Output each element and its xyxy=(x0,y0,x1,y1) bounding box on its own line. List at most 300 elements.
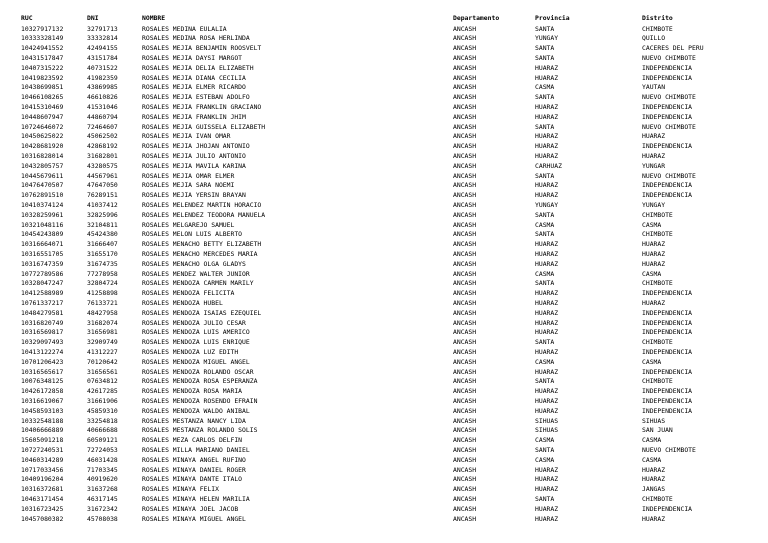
ruc-cell: 10316664071 xyxy=(21,240,64,249)
distrito-cell: CASMA xyxy=(642,455,662,464)
dni-cell: 32804724 xyxy=(87,279,118,288)
table-row xyxy=(0,201,768,211)
distrito-cell: HUARAZ xyxy=(642,132,666,141)
departamento-cell: ANCASH xyxy=(453,122,477,131)
dni-cell: 46317145 xyxy=(87,495,118,503)
departamento-cell: ANCASH xyxy=(453,34,477,43)
table-row xyxy=(0,162,768,172)
provincia-cell: SANTA xyxy=(535,230,555,239)
table-row xyxy=(0,74,768,84)
table-row xyxy=(0,260,768,270)
ruc-cell: 10316747359 xyxy=(21,259,64,268)
distrito-cell: INDEPENDENCIA xyxy=(642,103,693,111)
nombre-cell: ROSALES MILLA MARIANO DANIEL xyxy=(142,446,250,454)
nombre-cell: ROSALES MENDOZA LUZ EDITH xyxy=(142,348,239,356)
nombre-cell: ROSALES MEJIA GUISSELA ELIZABETH xyxy=(142,122,266,131)
nombre-cell: ROSALES MENDOZA ROSENDO EFRAIN xyxy=(142,397,258,405)
dni-cell: 44860794 xyxy=(87,112,118,121)
provincia-cell: HUARAZ xyxy=(535,132,559,141)
provincia-cell: SANTA xyxy=(535,44,555,53)
ruc-cell: 15605091218 xyxy=(21,436,64,445)
provincia-cell: HUARAZ xyxy=(535,299,559,307)
provincia-cell: HUARAZ xyxy=(535,514,559,523)
departamento-cell: ANCASH xyxy=(453,416,477,425)
departamento-cell: ANCASH xyxy=(453,24,477,33)
provincia-cell: SANTA xyxy=(535,377,555,386)
departamento-cell: ANCASH xyxy=(453,44,477,53)
table-row xyxy=(0,377,768,387)
dni-cell: 31672342 xyxy=(87,504,118,513)
ruc-cell: 10413122274 xyxy=(21,348,64,356)
table-row xyxy=(0,34,768,44)
dni-cell: 76133721 xyxy=(87,299,118,307)
distrito-cell: HUARAZ xyxy=(642,259,666,268)
distrito-cell: CASMA xyxy=(642,357,662,366)
departamento-cell: ANCASH xyxy=(453,446,477,454)
table-row xyxy=(0,485,768,495)
departamento-cell: ANCASH xyxy=(453,289,477,298)
nombre-cell: ROSALES MENACHO MERCEDES MARIA xyxy=(142,250,258,258)
dni-cell: 31661906 xyxy=(87,397,118,405)
provincia-cell: HUARAZ xyxy=(535,240,559,249)
ruc-cell: 10448607947 xyxy=(21,112,64,121)
nombre-cell: ROSALES MEJIA DELIA ELIZABETH xyxy=(142,63,254,72)
nombre-cell: ROSALES MEDINA ROSA HERLINDA xyxy=(142,34,250,43)
departamento-cell: ANCASH xyxy=(453,299,477,307)
provincia-cell: HUARAZ xyxy=(535,504,559,513)
dni-cell: 41037412 xyxy=(87,201,118,209)
table-row xyxy=(0,387,768,397)
table-row xyxy=(0,397,768,407)
dni-cell: 43869985 xyxy=(87,83,118,92)
provincia-cell: HUARAZ xyxy=(535,406,559,415)
departamento-cell: ANCASH xyxy=(453,142,477,151)
table-row xyxy=(0,54,768,64)
ruc-cell: 10076348125 xyxy=(21,377,64,386)
ruc-cell: 10727240531 xyxy=(21,446,64,454)
table-row xyxy=(0,103,768,113)
departamento-cell: ANCASH xyxy=(453,230,477,239)
table-row xyxy=(0,289,768,299)
dni-cell: 45708038 xyxy=(87,514,118,523)
departamento-cell: ANCASH xyxy=(453,455,477,464)
column-header-departamento: Departamento xyxy=(453,13,500,22)
departamento-cell: ANCASH xyxy=(453,308,477,317)
distrito-cell: INDEPENDENCIA xyxy=(642,504,693,513)
distrito-cell: CHIMBOTE xyxy=(642,338,673,347)
nombre-cell: ROSALES MENDEZ WALTER JUNIOR xyxy=(142,269,250,278)
departamento-cell: ANCASH xyxy=(453,220,477,229)
table-row xyxy=(0,328,768,338)
distrito-cell: CASMA xyxy=(642,436,662,445)
departamento-cell: ANCASH xyxy=(453,495,477,503)
ruc-cell: 10316820749 xyxy=(21,318,64,327)
table-row xyxy=(0,83,768,93)
ruc-cell: 10458593103 xyxy=(21,406,64,415)
distrito-cell: CHIMBOTE xyxy=(642,377,673,386)
column-header-dni: DNI xyxy=(87,13,99,22)
departamento-cell: ANCASH xyxy=(453,63,477,72)
provincia-cell: HUARAZ xyxy=(535,367,559,376)
distrito-cell: CASMA xyxy=(642,269,662,278)
ruc-cell: 10332548188 xyxy=(21,416,64,425)
dni-cell: 07634812 xyxy=(87,377,118,386)
ruc-cell: 10412588989 xyxy=(21,289,64,298)
ruc-cell: 10316828014 xyxy=(21,152,64,160)
nombre-cell: ROSALES MEJIA SARA NOEMI xyxy=(142,181,235,190)
provincia-cell: HUARAZ xyxy=(535,289,559,298)
provincia-cell: HUARAZ xyxy=(535,318,559,327)
nombre-cell: ROSALES MENDOZA WALDO ANIBAL xyxy=(142,406,250,415)
dni-cell: 32791713 xyxy=(87,24,118,33)
dni-cell: 32104811 xyxy=(87,220,118,229)
table-row xyxy=(0,211,768,221)
departamento-cell: ANCASH xyxy=(453,367,477,376)
dni-cell: 45424380 xyxy=(87,230,118,239)
table-row xyxy=(0,417,768,427)
departamento-cell: ANCASH xyxy=(453,171,477,180)
dni-cell: 72724053 xyxy=(87,446,118,454)
ruc-cell: 10329097493 xyxy=(21,338,64,347)
dni-cell: 33332814 xyxy=(87,34,118,43)
ruc-cell: 10701206423 xyxy=(21,357,64,366)
provincia-cell: HUARAZ xyxy=(535,103,559,111)
nombre-cell: ROSALES MINAYA ANGEL RUFINO xyxy=(142,455,246,464)
ruc-cell: 10407315222 xyxy=(21,63,64,72)
column-header-ruc: RUC xyxy=(21,13,33,22)
table-row xyxy=(0,132,768,142)
dni-cell: 42868192 xyxy=(87,142,118,151)
provincia-cell: SANTA xyxy=(535,171,555,180)
table-row xyxy=(0,466,768,476)
dni-cell: 31655170 xyxy=(87,250,118,258)
distrito-cell: CASMA xyxy=(642,220,662,229)
dni-cell: 32825996 xyxy=(87,210,118,219)
departamento-cell: ANCASH xyxy=(453,191,477,200)
distrito-cell: YUNGAR xyxy=(642,161,666,170)
distrito-cell: YAUTAN xyxy=(642,83,666,92)
dni-cell: 72464607 xyxy=(87,122,118,131)
ruc-cell: 10406666889 xyxy=(21,426,64,435)
ruc-cell: 10717033456 xyxy=(21,465,64,474)
distrito-cell: CACERES DEL PERU xyxy=(642,44,704,53)
dni-cell: 31682801 xyxy=(87,152,118,160)
dni-cell: 31656561 xyxy=(87,367,118,376)
dni-cell: 41531046 xyxy=(87,103,118,111)
distrito-cell: INDEPENDENCIA xyxy=(642,63,693,72)
distrito-cell: NUEVO CHIMBOTE xyxy=(642,93,696,102)
nombre-cell: ROSALES MENDOZA ISAIAS EZEQUIEL xyxy=(142,308,262,317)
distrito-cell: HUARAZ xyxy=(642,299,666,307)
departamento-cell: ANCASH xyxy=(453,514,477,523)
provincia-cell: SANTA xyxy=(535,93,555,102)
provincia-cell: CASMA xyxy=(535,269,555,278)
distrito-cell: INDEPENDENCIA xyxy=(642,318,693,327)
nombre-cell: ROSALES MEJIA IVAN OMAR xyxy=(142,132,231,141)
nombre-cell: ROSALES MENDOZA ROSA MARIA xyxy=(142,387,243,396)
distrito-cell: SIHUAS xyxy=(642,416,666,425)
departamento-cell: ANCASH xyxy=(453,436,477,445)
distrito-cell: INDEPENDENCIA xyxy=(642,387,693,396)
departamento-cell: ANCASH xyxy=(453,201,477,209)
dni-cell: 40731522 xyxy=(87,63,118,72)
table-row xyxy=(0,113,768,123)
distrito-cell: HUARAZ xyxy=(642,465,666,474)
departamento-cell: ANCASH xyxy=(453,250,477,258)
provincia-cell: HUARAZ xyxy=(535,73,559,82)
nombre-cell: ROSALES MINAYA HELEN MARILIA xyxy=(142,495,250,503)
table-row xyxy=(0,436,768,446)
distrito-cell: NUEVO CHIMBOTE xyxy=(642,54,696,62)
table-row xyxy=(0,152,768,162)
ruc-cell: 10316569817 xyxy=(21,328,64,337)
nombre-cell: ROSALES MENDOZA HUBEL xyxy=(142,299,223,307)
provincia-cell: HUARAZ xyxy=(535,387,559,396)
nombre-cell: ROSALES MELGAREJO SAMUEL xyxy=(142,220,235,229)
departamento-cell: ANCASH xyxy=(453,406,477,415)
distrito-cell: HUARAZ xyxy=(642,240,666,249)
distrito-cell: NUEVO CHIMBOTE xyxy=(642,171,696,180)
dni-cell: 77278958 xyxy=(87,269,118,278)
nombre-cell: ROSALES MENDOZA CARMEN MARILY xyxy=(142,279,254,288)
ruc-cell: 10772789586 xyxy=(21,269,64,278)
distrito-cell: INDEPENDENCIA xyxy=(642,397,693,405)
table-row xyxy=(0,240,768,250)
dni-cell: 32909749 xyxy=(87,338,118,347)
departamento-cell: ANCASH xyxy=(453,357,477,366)
distrito-cell: YUNGAY xyxy=(642,201,666,209)
provincia-cell: SANTA xyxy=(535,54,555,62)
nombre-cell: ROSALES MENACHO BETTY ELIZABETH xyxy=(142,240,262,249)
nombre-cell: ROSALES MEJIA ELMER RICARDO xyxy=(142,83,246,92)
table-row xyxy=(0,348,768,358)
departamento-cell: ANCASH xyxy=(453,377,477,386)
dni-cell: 31674735 xyxy=(87,259,118,268)
distrito-cell: CHIMBOTE xyxy=(642,24,673,33)
table-row xyxy=(0,299,768,309)
table-row xyxy=(0,515,768,525)
departamento-cell: ANCASH xyxy=(453,112,477,121)
dni-cell: 31656981 xyxy=(87,328,118,337)
provincia-cell: CASMA xyxy=(535,83,555,92)
nombre-cell: ROSALES MEJIA FRANKLIN GRACIANO xyxy=(142,103,262,111)
provincia-cell: CASMA xyxy=(535,436,555,445)
ruc-cell: 10438699851 xyxy=(21,83,64,92)
table-row xyxy=(0,309,768,319)
dni-cell: 41982359 xyxy=(87,73,118,82)
provincia-cell: HUARAZ xyxy=(535,328,559,337)
nombre-cell: ROSALES MENDOZA FELICITA xyxy=(142,289,235,298)
ruc-cell: 10419823592 xyxy=(21,73,64,82)
provincia-cell: SANTA xyxy=(535,338,555,347)
table-row xyxy=(0,181,768,191)
ruc-cell: 10476470507 xyxy=(21,181,64,190)
dni-cell: 46610826 xyxy=(87,93,118,102)
nombre-cell: ROSALES MELON LUIS ALBERTO xyxy=(142,230,243,239)
departamento-cell: ANCASH xyxy=(453,259,477,268)
distrito-cell: HUARAZ xyxy=(642,475,666,484)
distrito-cell: INDEPENDENCIA xyxy=(642,191,693,200)
departamento-cell: ANCASH xyxy=(453,338,477,347)
provincia-cell: HUARAZ xyxy=(535,465,559,474)
ruc-cell: 10316723425 xyxy=(21,504,64,513)
ruc-cell: 10463171454 xyxy=(21,495,64,503)
provincia-cell: HUARAZ xyxy=(535,348,559,356)
departamento-cell: ANCASH xyxy=(453,93,477,102)
table-row xyxy=(0,407,768,417)
ruc-cell: 10431517847 xyxy=(21,54,64,62)
dni-cell: 70120642 xyxy=(87,357,118,366)
departamento-cell: ANCASH xyxy=(453,161,477,170)
departamento-cell: ANCASH xyxy=(453,83,477,92)
distrito-cell: INDEPENDENCIA xyxy=(642,142,693,151)
ruc-cell: 10424941552 xyxy=(21,44,64,53)
nombre-cell: ROSALES MEJIA ESTEBAN ADOLFO xyxy=(142,93,250,102)
distrito-cell: INDEPENDENCIA xyxy=(642,112,693,121)
departamento-cell: ANCASH xyxy=(453,485,477,494)
table-row xyxy=(0,505,768,515)
ruc-cell: 10432805757 xyxy=(21,161,64,170)
nombre-cell: ROSALES MENDOZA LUIS ENRIQUE xyxy=(142,338,250,347)
ruc-cell: 10327917132 xyxy=(21,24,64,33)
nombre-cell: ROSALES MEJIA DAYSI MARGOT xyxy=(142,54,243,62)
table-row xyxy=(0,230,768,240)
nombre-cell: ROSALES MEJIA FRANKLIN JHIM xyxy=(142,112,246,121)
distrito-cell: SAN JUAN xyxy=(642,426,673,435)
provincia-cell: SIHUAS xyxy=(535,416,559,425)
provincia-cell: CASMA xyxy=(535,455,555,464)
provincia-cell: YUNGAY xyxy=(535,201,559,209)
table-row xyxy=(0,191,768,201)
table-row xyxy=(0,172,768,182)
dni-cell: 43151784 xyxy=(87,54,118,62)
provincia-cell: HUARAZ xyxy=(535,397,559,405)
column-header-nombre: NOMBRE xyxy=(142,13,166,22)
ruc-cell: 10762891510 xyxy=(21,191,64,200)
table-row xyxy=(0,495,768,505)
provincia-cell: YUNGAY xyxy=(535,34,559,43)
dni-cell: 41258898 xyxy=(87,289,118,298)
provincia-cell: CARHUAZ xyxy=(535,161,562,170)
distrito-cell: CHIMBOTE xyxy=(642,495,673,503)
ruc-cell: 10316565617 xyxy=(21,367,64,376)
provincia-cell: CASMA xyxy=(535,357,555,366)
distrito-cell: HUARAZ xyxy=(642,514,666,523)
ruc-cell: 10761337217 xyxy=(21,299,64,307)
ruc-cell: 10484279581 xyxy=(21,308,64,317)
nombre-cell: ROSALES MINAYA DANTE ITALO xyxy=(142,475,243,484)
departamento-cell: ANCASH xyxy=(453,426,477,435)
dni-cell: 40919620 xyxy=(87,475,118,484)
dni-cell: 31682074 xyxy=(87,318,118,327)
nombre-cell: ROSALES MEJIA OMAR ELMER xyxy=(142,171,235,180)
departamento-cell: ANCASH xyxy=(453,152,477,160)
dni-cell: 42494155 xyxy=(87,44,118,53)
provincia-cell: HUARAZ xyxy=(535,475,559,484)
distrito-cell: CHIMBOTE xyxy=(642,230,673,239)
distrito-cell: INDEPENDENCIA xyxy=(642,289,693,298)
ruc-cell: 10457080382 xyxy=(21,514,64,523)
dni-cell: 40666688 xyxy=(87,426,118,435)
nombre-cell: ROSALES MEJIA BENJAMIN ROOSVELT xyxy=(142,44,262,53)
departamento-cell: ANCASH xyxy=(453,504,477,513)
table-row xyxy=(0,358,768,368)
nombre-cell: ROSALES MENDOZA ROSA ESPERANZA xyxy=(142,377,258,386)
table-row xyxy=(0,123,768,133)
ruc-cell: 10415310469 xyxy=(21,103,64,111)
departamento-cell: ANCASH xyxy=(453,465,477,474)
dni-cell: 45062502 xyxy=(87,132,118,141)
nombre-cell: ROSALES MENACHO OLGA GLADYS xyxy=(142,259,246,268)
ruc-cell: 10410374124 xyxy=(21,201,64,209)
table-row xyxy=(0,475,768,485)
provincia-cell: HUARAZ xyxy=(535,63,559,72)
departamento-cell: ANCASH xyxy=(453,132,477,141)
ruc-cell: 10460314289 xyxy=(21,455,64,464)
ruc-cell: 10454243809 xyxy=(21,230,64,239)
provincia-cell: SIHUAS xyxy=(535,426,559,435)
provincia-cell: SANTA xyxy=(535,122,555,131)
distrito-cell: JANGAS xyxy=(642,485,666,494)
distrito-cell: NUEVO CHIMBOTE xyxy=(642,122,696,131)
ruc-cell: 10426172858 xyxy=(21,387,64,396)
dni-cell: 31637268 xyxy=(87,485,118,494)
column-header-provincia: Provincia xyxy=(535,13,570,22)
table-row xyxy=(0,250,768,260)
provincia-cell: HUARAZ xyxy=(535,308,559,317)
departamento-cell: ANCASH xyxy=(453,103,477,111)
ruc-cell: 10428681920 xyxy=(21,142,64,151)
ruc-cell: 10445679611 xyxy=(21,171,64,180)
ruc-cell: 10466108265 xyxy=(21,93,64,102)
nombre-cell: ROSALES MENDOZA LUIS AMERICO xyxy=(142,328,250,337)
departamento-cell: ANCASH xyxy=(453,269,477,278)
ruc-cell: 10333328149 xyxy=(21,34,64,43)
provincia-cell: SANTA xyxy=(535,279,555,288)
nombre-cell: ROSALES MEJIA JULIO ANTONIO xyxy=(142,152,246,160)
nombre-cell: ROSALES MEJIA MAVILA KARINA xyxy=(142,161,246,170)
dni-cell: 47647050 xyxy=(87,181,118,190)
departamento-cell: ANCASH xyxy=(453,73,477,82)
table-header xyxy=(0,14,768,24)
dni-cell: 45859310 xyxy=(87,406,118,415)
ruc-cell: 10450625022 xyxy=(21,132,64,141)
distrito-cell: NUEVO CHIMBOTE xyxy=(642,446,696,454)
provincia-cell: HUARAZ xyxy=(535,181,559,190)
distrito-cell: QUILLO xyxy=(642,34,666,43)
distrito-cell: HUARAZ xyxy=(642,250,666,258)
departamento-cell: ANCASH xyxy=(453,54,477,62)
table-row xyxy=(0,456,768,466)
ruc-cell: 10321048116 xyxy=(21,220,64,229)
provincia-cell: HUARAZ xyxy=(535,259,559,268)
table-row xyxy=(0,338,768,348)
nombre-cell: ROSALES MENDOZA MIGUEL ANGEL xyxy=(142,357,250,366)
nombre-cell: ROSALES MEZA CARLOS DELFIN xyxy=(142,436,243,445)
distrito-cell: INDEPENDENCIA xyxy=(642,328,693,337)
departamento-cell: ANCASH xyxy=(453,348,477,356)
dni-cell: 76289151 xyxy=(87,191,118,200)
nombre-cell: ROSALES MESTANZA ROLANDO SOLIS xyxy=(142,426,258,435)
distrito-cell: INDEPENDENCIA xyxy=(642,406,693,415)
departamento-cell: ANCASH xyxy=(453,279,477,288)
provincia-cell: HUARAZ xyxy=(535,191,559,200)
provincia-cell: HUARAZ xyxy=(535,152,559,160)
ruc-cell: 10409196204 xyxy=(21,475,64,484)
nombre-cell: ROSALES MELENDEZ TEODORA MANUELA xyxy=(142,210,266,219)
dni-cell: 44567961 xyxy=(87,171,118,180)
distrito-cell: INDEPENDENCIA xyxy=(642,348,693,356)
